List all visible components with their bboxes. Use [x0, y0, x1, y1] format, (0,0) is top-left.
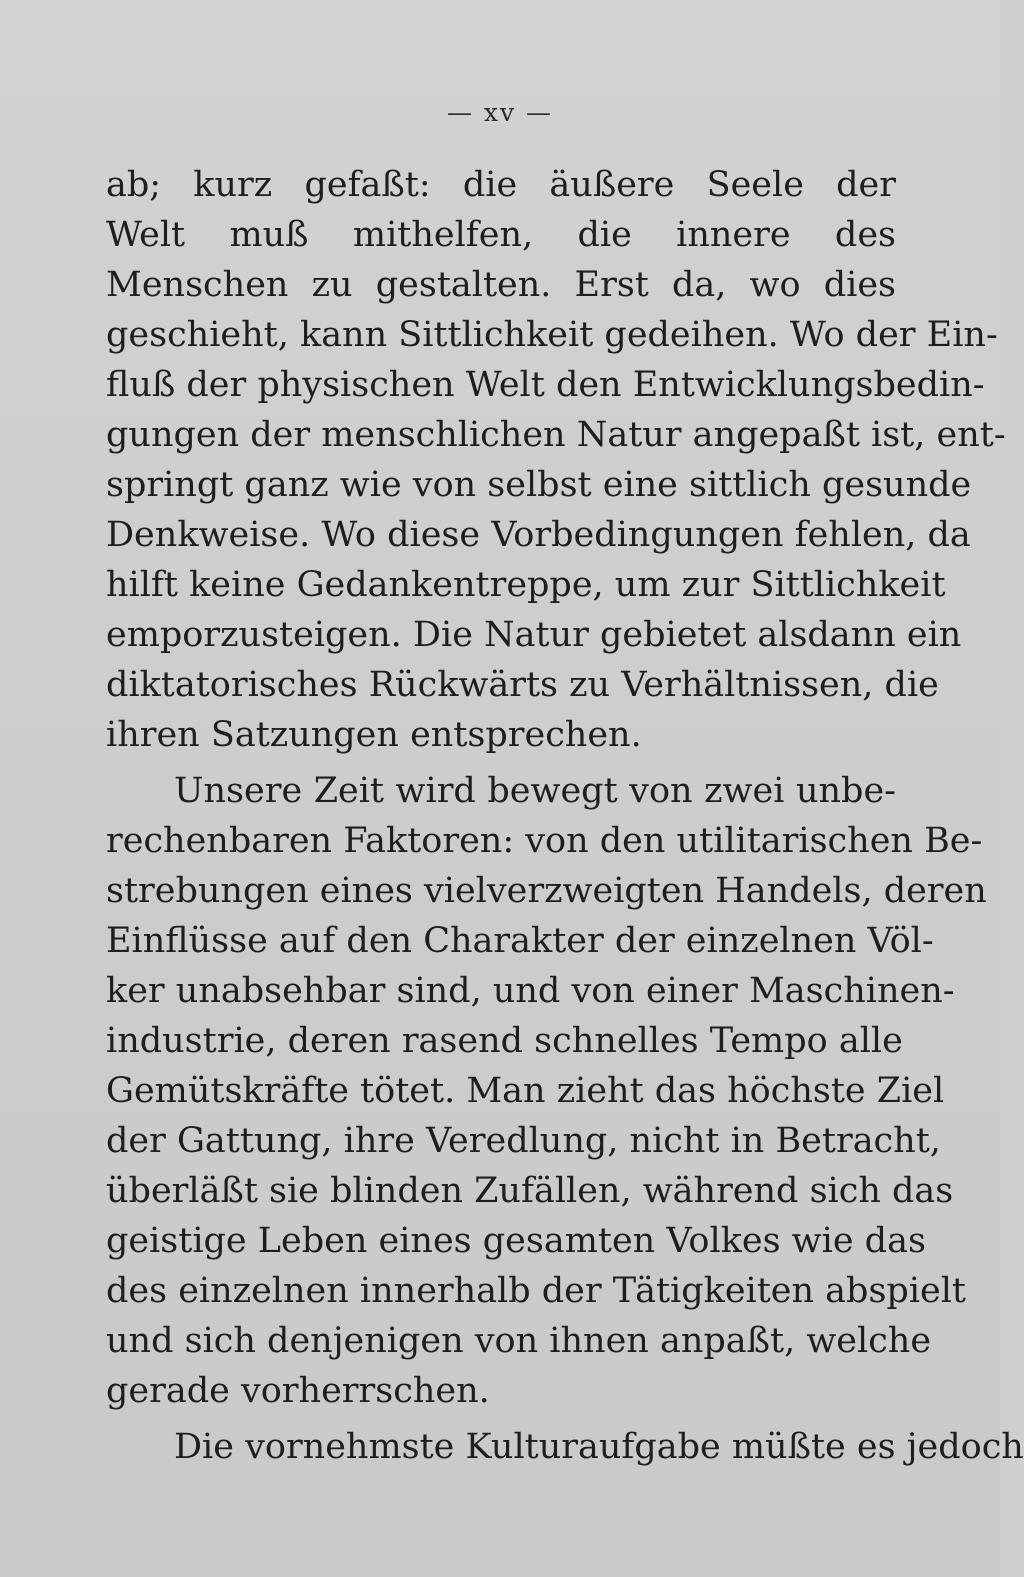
- text-line: Welt muß mithelfen, die innere des: [106, 215, 896, 255]
- text-line: rechenbaren Faktoren: von den utilitarischen Be-: [106, 821, 983, 861]
- text-line: ab; kurz gefaßt: die äußere Seele der: [106, 165, 896, 205]
- text-line: ihren Satzungen entsprechen.: [106, 715, 642, 755]
- text-line: springt ganz wie von selbst eine sittlich gesunde: [106, 465, 972, 505]
- text-line: Denkweise. Wo diese Vorbedingungen fehlen, da: [106, 515, 971, 555]
- text-line: diktatorisches Rückwärts zu Verhältnissen, die: [106, 665, 939, 705]
- text-line: emporzusteigen. Die Natur gebietet alsdann ein: [106, 615, 962, 655]
- text-line: des einzelnen innerhalb der Tätigkeiten abspielt: [106, 1271, 966, 1311]
- text-line: geschieht, kann Sittlichkeit gedeihen. Wo der Ein-: [106, 315, 998, 355]
- text-line: gerade vorherrschen.: [106, 1371, 490, 1411]
- text-line: und sich denjenigen von ihnen anpaßt, welche: [106, 1321, 932, 1361]
- text-line: fluß der physischen Welt den Entwicklungsbedin-: [106, 365, 985, 405]
- text-line: Unsere Zeit wird bewegt von zwei unbe-: [174, 771, 896, 811]
- text-line: ker unabsehbar sind, und von einer Maschinen-: [106, 971, 955, 1011]
- text-line: geistige Leben eines gesamten Volkes wie das: [106, 1221, 926, 1261]
- text-line: überläßt sie blinden Zufällen, während sich das: [106, 1171, 954, 1211]
- text-line: Einflüsse auf den Charakter der einzelnen Völ-: [106, 921, 934, 961]
- text-line: Gemütskräfte tötet. Man zieht das höchste Ziel: [106, 1071, 945, 1111]
- body-text: [106, 160, 1024, 1472]
- text-line: der Gattung, ihre Veredlung, nicht in Betracht,: [106, 1121, 941, 1161]
- page-number: — xv —: [446, 98, 554, 127]
- text-line: hilft keine Gedankentreppe, um zur Sittlichkeit: [106, 565, 946, 605]
- text-line: Menschen zu gestalten. Erst da, wo dies: [106, 265, 896, 305]
- text-line: industrie, deren rasend schnelles Tempo alle: [106, 1021, 903, 1061]
- text-line: Die vornehmste Kulturaufgabe müßte es jedoch: [174, 1427, 1024, 1467]
- text-line: strebungen eines vielverzweigten Handels, deren: [106, 871, 987, 911]
- text-line: gungen der menschlichen Natur angepaßt ist, ent-: [106, 415, 1006, 455]
